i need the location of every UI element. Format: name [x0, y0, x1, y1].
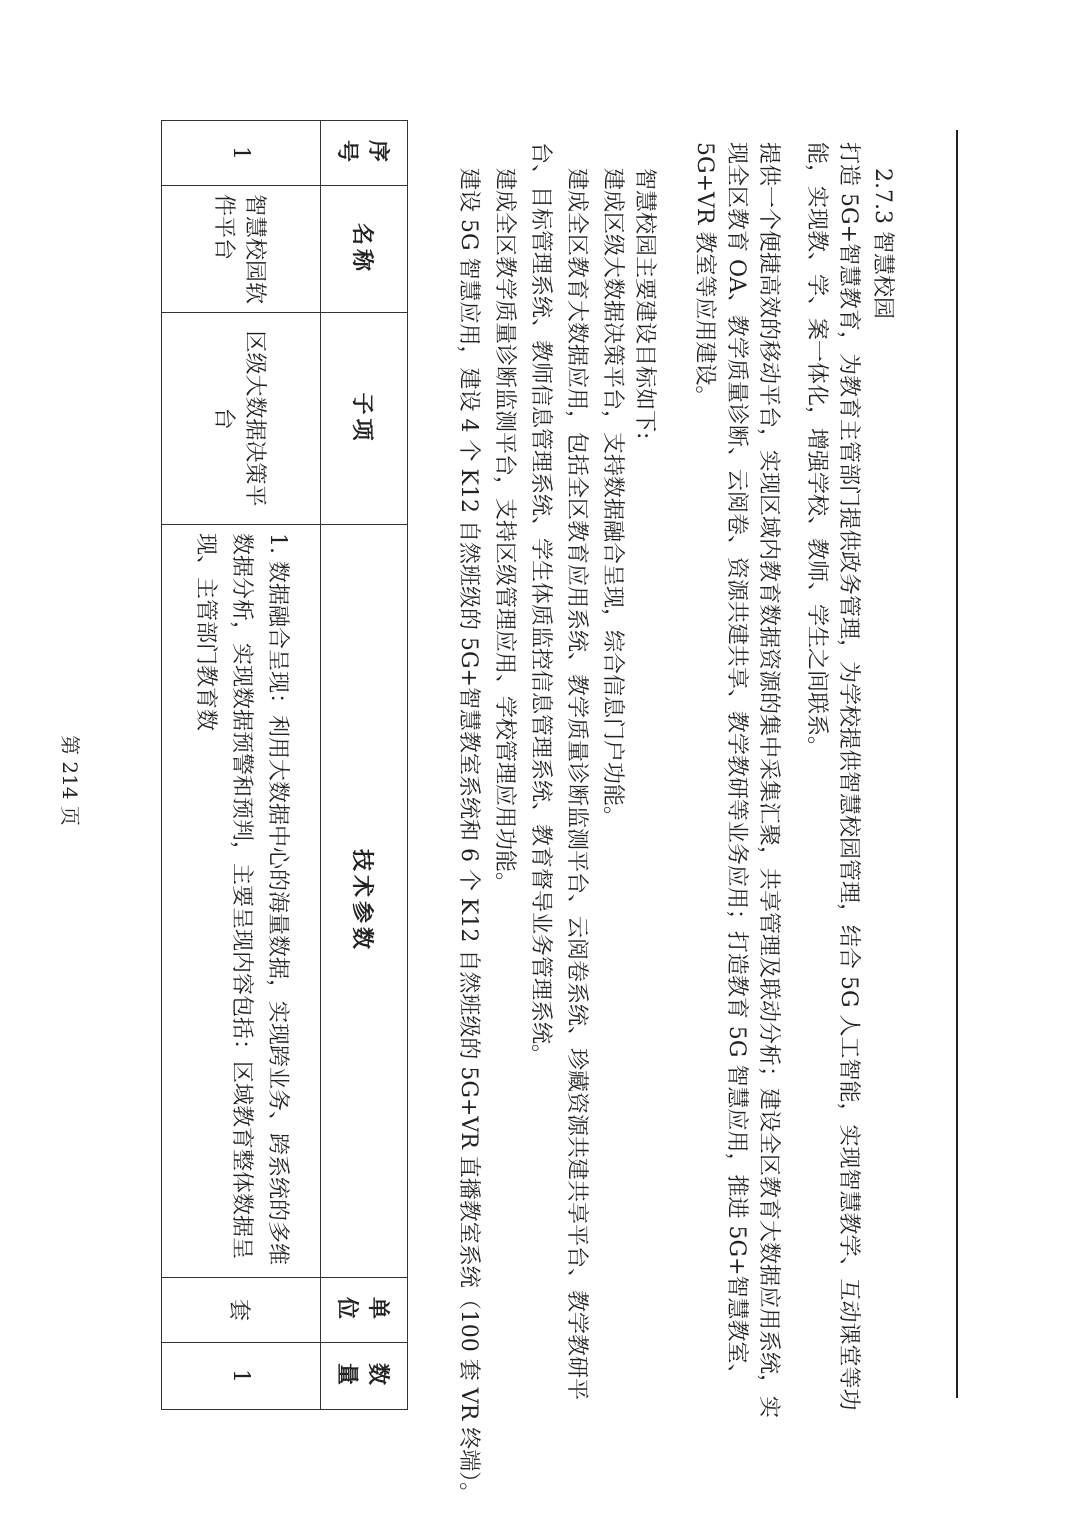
goal-item-continued: 台、目标管理系统、教师信息管理系统、学生体质监控信息管理系统、教育督导业务管理系统。 — [528, 142, 553, 1067]
goal-item: 建成区级大数据决策平台，支持数据融合呈现，综合信息门户功能。 — [600, 168, 625, 829]
paragraph-1: 打造 5G+智慧教育，为教育主管部门提供政务管理，为学校提供智慧校园管理，结合 5G 人工智能，实现智慧教学、互动课堂等功能，实现教、学、案一体化，增强学校、教师、学生之间联系。 — [804, 142, 861, 1411]
table-row — [162, 121, 321, 1410]
top-rule — [956, 130, 958, 1398]
cell-unit: 套 — [162, 1278, 321, 1343]
spec-table — [161, 120, 408, 1410]
paragraph-2: 提供一个便捷高效的移动平台，实现区域内教育数据资源的集中采集汇聚，共享管理及联动分析；建设全区教育大数据应用系统，实现全区教育 OA、教学质量诊断、云阅卷、资源共建共享、教学教研等业务应用；打造教育 5G 智慧应用，推进 5G+智慧教室、5G+VR 教室等应用建设。 — [692, 142, 781, 1419]
cell-name: 智慧校园软件平台 — [162, 186, 321, 313]
header-name: 名称 — [321, 186, 408, 313]
cell-no: 1 — [162, 121, 321, 186]
goal-item: 建设 5G 智慧应用，建设 4 个 K12 自然班级的 5G+智慧教室系统和 6 个 K12 自然班级的 5G+VR 直播教室系统（100 套 VR 终端）。 — [456, 168, 481, 1505]
header-no: 序号 — [321, 121, 408, 186]
goal-item: 建成全区教学质量诊断监测平台，支持区级管理应用、学校管理应用功能。 — [492, 168, 517, 895]
goals-intro: 智慧校园主要建设目标如下: — [632, 168, 657, 440]
header-sub: 子项 — [321, 313, 408, 525]
page-number: 第 214 页 — [58, 735, 82, 826]
cell-sub: 区级大数据决策平台 — [162, 313, 321, 525]
header-qty: 数量 — [321, 1343, 408, 1410]
cell-qty: 1 — [162, 1343, 321, 1410]
section-heading: 2.7.3 智慧校园 — [870, 168, 895, 319]
header-spec: 技术参数 — [321, 525, 408, 1278]
cell-spec: 1. 数据融合呈现：利用大数据中心的海量数据，实现跨业务、跨系统的多维数据分析，实现数据预警和预判，主要呈现内容包括：区域教育整体数据呈现、主管部门教育数 — [162, 525, 321, 1278]
header-unit: 单位 — [321, 1278, 408, 1343]
table-header-row — [321, 121, 408, 1410]
goal-item: 建成全区教育大数据应用，包括全区教育应用系统、教学质量诊断监测平台、云阅卷系统、珍藏资源共建共享平台、教学教研平 — [564, 168, 589, 1401]
